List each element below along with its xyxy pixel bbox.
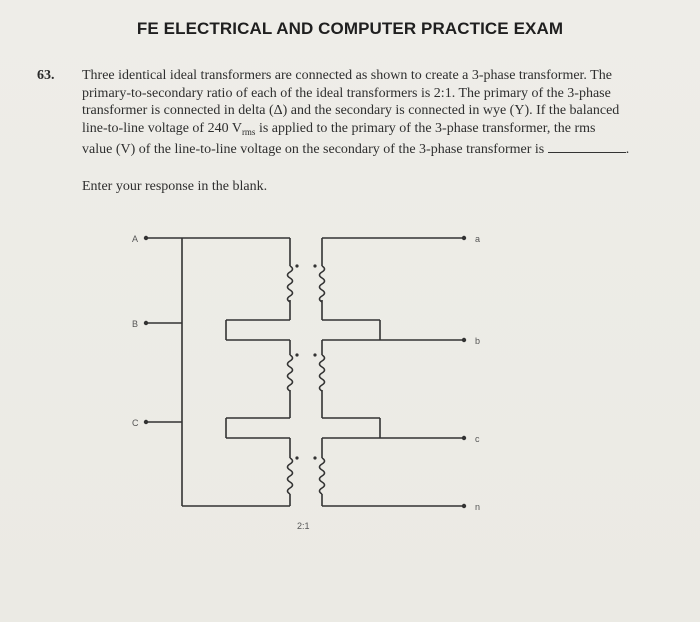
terminal-dot-c: [462, 436, 466, 440]
primary-coil-3: [288, 458, 293, 494]
secondary-coil-1: [320, 266, 325, 302]
polarity-dot: [295, 456, 298, 459]
polarity-dot: [313, 353, 316, 356]
question-line-1: Three identical ideal transformers are connected as shown to create a 3-phase transformer. The: [82, 68, 612, 83]
terminal-dot-B: [144, 321, 148, 325]
label-c: c: [475, 434, 480, 444]
label-C: C: [132, 418, 139, 428]
question-number: 63.: [37, 68, 55, 83]
label-a: a: [475, 234, 481, 244]
terminal-dot-A: [144, 236, 148, 240]
polarity-dot: [295, 353, 298, 356]
question-line-5-text: value (V) of the line-to-line voltage on the secondary of the 3-phase transformer is: [82, 142, 545, 158]
terminal-dot-a: [462, 236, 466, 240]
ratio-label: 2:1: [297, 521, 310, 531]
polarity-dot: [313, 264, 316, 267]
voltage-suffix: is applied to the primary of the 3-phase transformer, the rms: [255, 120, 596, 136]
question-line-2: primary-to-secondary ratio of each of the ideal transformers is 2:1. The primary of the 3-phase: [82, 85, 611, 101]
voltage-prefix: line-to-line voltage of 240 V: [82, 120, 242, 136]
question-period: .: [625, 142, 630, 158]
voltage-subscript: rms: [241, 126, 256, 137]
label-b: b: [475, 336, 481, 346]
secondary-coil-3: [320, 458, 325, 494]
polarity-dot: [313, 456, 316, 459]
secondary-coil-2: [320, 355, 325, 391]
label-B: B: [132, 319, 139, 329]
terminal-dot-b: [462, 338, 466, 342]
primary-coil-1: [288, 266, 293, 302]
terminal-dot-C: [144, 420, 148, 424]
terminal-dot-n: [462, 504, 466, 508]
question-line-3: transformer is connected in delta (Δ) and the secondary is connected in wye (Y). If the balanced: [82, 103, 620, 119]
page-title: FE ELECTRICAL AND COMPUTER PRACTICE EXAM: [136, 19, 564, 38]
instruction-text: Enter your response in the blank.: [82, 179, 268, 194]
label-A: A: [132, 234, 139, 244]
primary-coil-2: [288, 355, 293, 391]
polarity-dot: [295, 264, 298, 267]
label-n: n: [475, 502, 481, 512]
